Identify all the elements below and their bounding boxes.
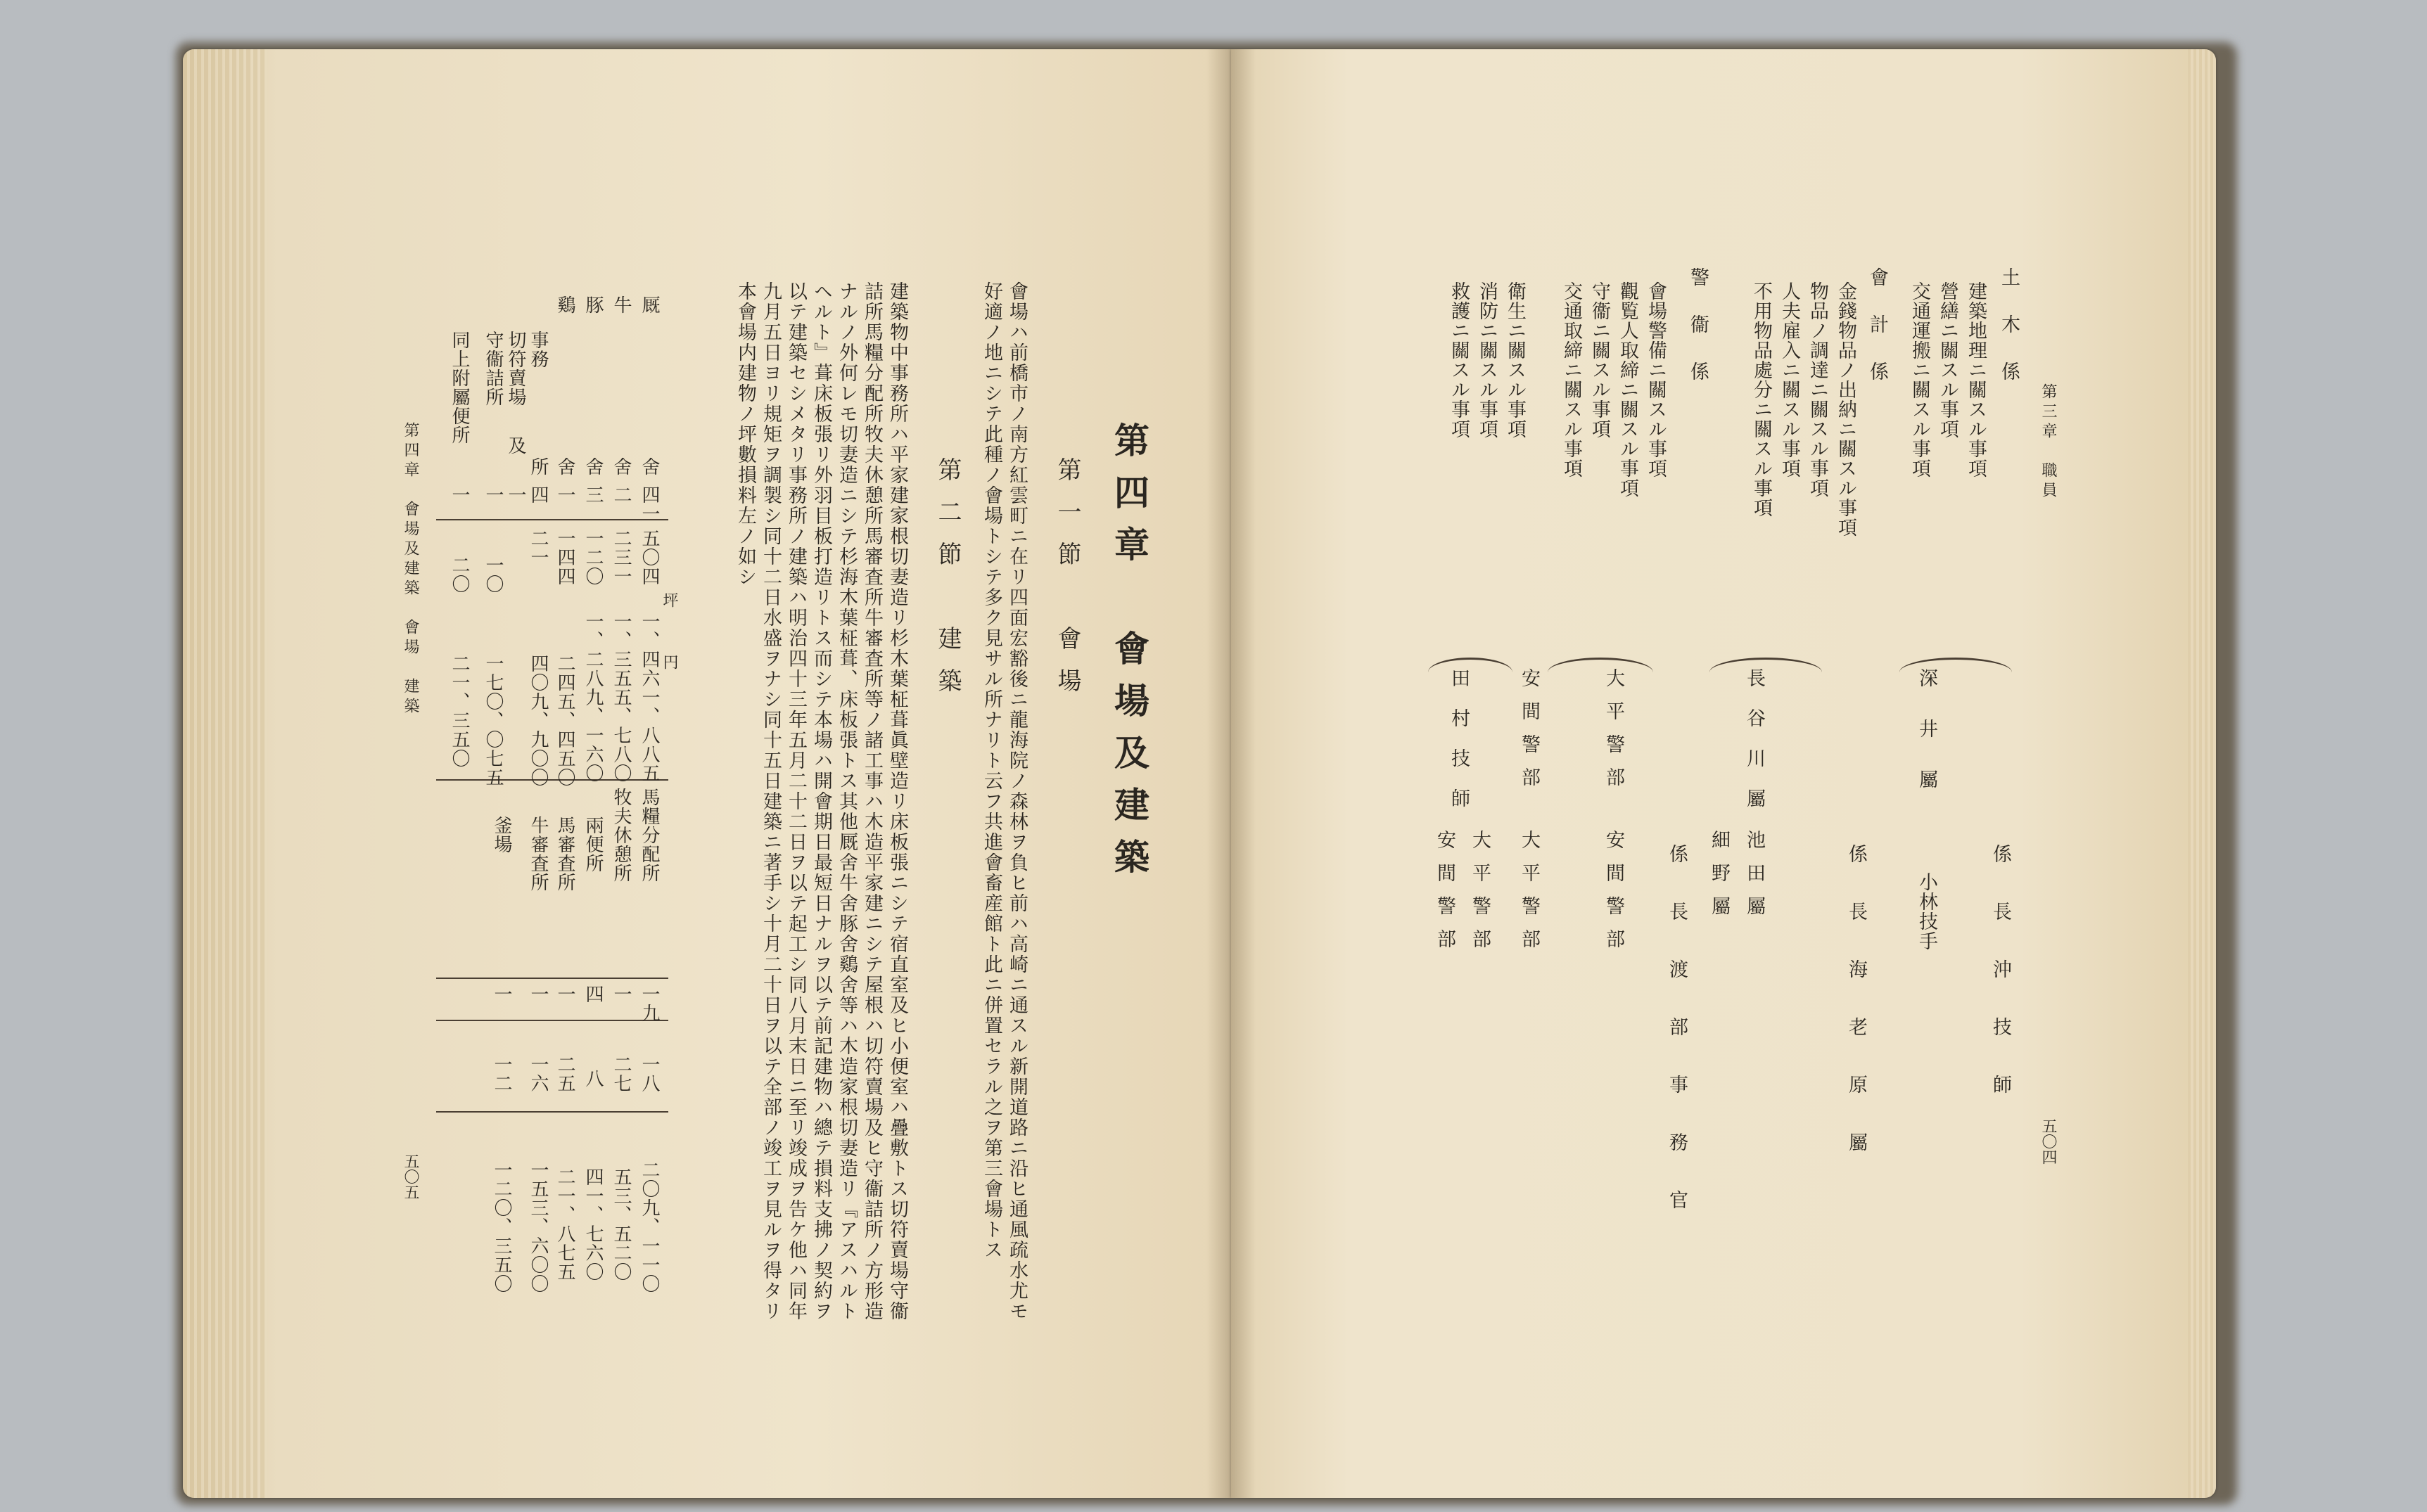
table-row-name: 豚 (582, 295, 604, 314)
table-cell-tsubo: 一 (554, 985, 575, 1004)
staff-member: 池田屬 (1743, 830, 1765, 929)
table-cell-cost: 二一、三五〇 (449, 654, 470, 768)
table-cell-tsubo: 四 (582, 985, 604, 1004)
section2-line: ヘルト』葺床板張リ外羽目板打造リトス而シテ本場ハ開會期日最短日ナルヲ以テ前記建物ハ總テ損料支拂ノ契約ヲ (810, 281, 832, 1321)
table-row-name: 厩 (639, 295, 660, 314)
table-cell-area: 一二 (491, 1055, 512, 1093)
table-cell-tsubo: 一 (611, 985, 632, 1004)
table-rule (436, 779, 668, 781)
table-cell-area: 五〇四 (639, 529, 660, 586)
duty-item: 交通取締ニ關スル事項 (1560, 281, 1582, 478)
unit-label: 円 (661, 654, 678, 669)
right-page (1231, 49, 2216, 1498)
table-cell-area: 一八 (639, 1055, 660, 1093)
duty-item: 守衞ニ關スル事項 (1588, 281, 1610, 439)
section1-line: 好適ノ地ニシテ此種ノ會場トシテ多ク見サル所ナリト云フ共進會畜産館ト此ニ併置セラル之ヲ第三會場トス (981, 281, 1002, 1260)
duty-item: 物品ノ調達ニ關スル事項 (1807, 281, 1828, 498)
section1-line: 會場ハ前橋市ノ南方紅雲町ニ在リ四面宏豁後ニ龍海院ノ森林ヲ負ヒ前ハ高崎ニ通スル新開道路ニ沿ヒ通風疏水尤モ (1006, 281, 1028, 1321)
table-cell-tsubo: 三 (582, 485, 604, 504)
section2-line: 以テ建築セシメタリ事務所ノ建築ハ明治四十三年五月二十二日ヲ以テ起工シ同八月末日ニ至リ竣成ヲ告ケ他ハ同年 (785, 281, 807, 1321)
section2-line: 九月五日ヨリ規矩ヲ調製シ同十二日水盛ヲナシ同十五日建築ニ著手シ十月二十日ヲ以テ全部ノ竣工ヲ見ルヲ得タリ (760, 281, 782, 1321)
table-row-name: 牧夫休憩所 (611, 788, 632, 883)
staff-member: 深井屬 (1916, 668, 1937, 820)
table-row-name: 釜場 (491, 816, 512, 854)
page-edges (2188, 49, 2216, 1498)
duty-item: 人夫雇入ニ關スル事項 (1778, 281, 1800, 478)
staff-member: 大平警部 (1603, 668, 1624, 800)
table-rule (436, 1020, 668, 1021)
table-rule (436, 978, 668, 979)
table-row-name: 鷄 (554, 295, 575, 314)
unit-label: 坪 (661, 592, 678, 608)
section2-line: 建築物中事務所ハ平家建家根切妻造リ杉木葉柾葺眞壁造リ床板張ニシテ宿直室及ヒ小便室ハ疊敷トス切符賣場守衞 (886, 281, 908, 1321)
table-cell-tsubo: 一 (449, 485, 470, 504)
table-cell-tsubo: 一 (483, 485, 504, 504)
table-cell-area: 一四四 (554, 529, 575, 586)
duty-item: 救護ニ關スル事項 (1448, 281, 1470, 439)
table-row-suffix: 舍 (582, 457, 604, 476)
table-cell-cost: 四一、七六〇 (582, 1167, 604, 1281)
table-row-name: 切符賣場 (505, 331, 526, 406)
table-row-suffix: 舍 (639, 457, 660, 476)
staff-member: 大平警部 (1518, 830, 1540, 962)
table-cell-cost: 一、二八九、一六〇 (582, 612, 604, 783)
page-number: 五〇五 (402, 1153, 419, 1200)
table-row-name: 守衞詰所 (483, 331, 504, 406)
section2-line: 詰所馬糧分配所牧夫休憩所馬審査所牛審査所等ノ諸工事ハ木造平家建ニシテ屋根ハ切符賣場及ヒ守衞詰所ノ方形造 (861, 281, 883, 1321)
duty-item: 觀覧人取締ニ關スル事項 (1617, 281, 1638, 498)
table-cell-cost: 一七〇、〇七五 (483, 654, 504, 787)
section2-line: ナルノ外何レモ切妻造ニシテ杉海木葉柾葺、床板張トス其他厩舍牛舍豚舍鷄舍等ハ木造家根切妻造リ『アスハルト (836, 281, 858, 1321)
table-cell-area: 一二〇 (582, 529, 604, 586)
book-gutter (1206, 49, 1256, 1498)
duty-item: 金錢物品ノ出納ニ關スル事項 (1835, 281, 1856, 537)
running-header: 第三章 職員 (2039, 383, 2057, 501)
table-cell-cost: 二〇九、一一〇 (639, 1160, 660, 1293)
table-cell-tsubo: 四 (528, 485, 549, 504)
table-row-name: 牛審査所 (528, 816, 549, 892)
table-cell-tsubo: 一 (554, 485, 575, 504)
staff-member: 小林技手 (1916, 872, 1937, 951)
table-cell-area: 八 (582, 1069, 604, 1088)
staff-member: 大平警部 (1469, 830, 1491, 962)
section2-line: 本會場内建物ノ坪數損料左ノ如シ (734, 281, 756, 587)
table-cell-cost: 五三、五二〇 (611, 1167, 632, 1281)
table-row-name: 牛 (611, 295, 632, 314)
section1-title: 第一節 會場 (1053, 457, 1081, 710)
table-cell-tsubo: 一九 (639, 985, 660, 1023)
staff-member: 田村技師 (1448, 668, 1470, 828)
table-row-suffix: 所 (528, 457, 549, 476)
table-row-name: 馬糧分配所 (639, 788, 660, 883)
section-title: 警衞係 (1687, 267, 1709, 409)
table-cell-cost: 二四五、四五〇 (554, 654, 575, 787)
running-header: 第四章 會場及建築 會場 建築 (402, 422, 419, 717)
duty-item: 消防ニ關スル事項 (1476, 281, 1498, 439)
table-rule (436, 1111, 668, 1113)
table-cell-cost: 一、三五五、七八〇 (611, 612, 632, 783)
table-cell-area: 一〇 (483, 556, 504, 594)
table-cell-tsubo: 四一 (639, 485, 660, 523)
section-chief: 係長渡部事務官 (1666, 844, 1688, 1248)
staff-member: 細野屬 (1708, 830, 1730, 929)
page-number: 五〇四 (2039, 1118, 2057, 1165)
table-cell-cost: 二一、八七五 (554, 1167, 575, 1281)
duty-item: 不用物品處分ニ關スル事項 (1750, 281, 1772, 518)
table-cell-tsubo: 一 (491, 985, 512, 1004)
table-cell-tsubo: 一 (528, 985, 549, 1004)
section-title: 會計係 (1866, 267, 1888, 409)
table-row-name: 同上附屬便所 (449, 331, 470, 444)
page-edges (183, 49, 267, 1498)
duty-item: 交通運搬ニ關スル事項 (1909, 281, 1930, 478)
table-cell-cost: 一五三、六〇〇 (528, 1160, 549, 1293)
staff-member: 安間警部 (1518, 668, 1540, 800)
staff-member: 安間警部 (1603, 830, 1624, 962)
table-cell-area: 二七 (611, 1055, 632, 1093)
duty-item: 會場警備ニ關スル事項 (1645, 281, 1667, 478)
staff-member: 安間警部 (1434, 830, 1455, 962)
section-chief: 係長沖技師 (1989, 844, 2011, 1132)
table-cell-area: 二三一 (611, 529, 632, 586)
section2-title: 第二節 建築 (934, 457, 962, 710)
duty-item: 建築地理ニ關スル事項 (1965, 281, 1987, 478)
table-cell-cost: 一、四六一、八八五 (639, 612, 660, 783)
table-cell-area: 二五 (554, 1055, 575, 1093)
staff-member: 長谷川屬 (1743, 668, 1765, 828)
left-page (183, 49, 1231, 1498)
table-cell-cost: 四〇九、九〇〇 (528, 654, 549, 787)
table-row-suffix: 舍 (611, 457, 632, 476)
table-cell-area: 二〇 (449, 556, 470, 594)
duty-item: 營繕ニ關スル事項 (1937, 281, 1958, 439)
chapter-title: 第四章 會場及建築 (1109, 422, 1150, 890)
table-cell-cost: 一二〇、三五〇 (491, 1160, 512, 1293)
table-row-name: 兩便所 (582, 816, 604, 873)
table-cell-area: 二一 (528, 529, 549, 567)
table-cell-tsubo: 一 (505, 485, 526, 504)
table-row-suffix: 及 (505, 436, 526, 455)
table-cell-tsubo: 二 (611, 485, 632, 504)
table-row-suffix: 舍 (554, 457, 575, 476)
table-rule (436, 519, 668, 520)
table-row-name: 事務 (528, 331, 549, 369)
duty-item: 衛生ニ關スル事項 (1504, 281, 1526, 439)
staff-member: 係長海老原屬 (1845, 844, 1867, 1190)
section-title: 土木係 (1998, 267, 2020, 409)
table-row-name: 馬審査所 (554, 816, 575, 892)
table-cell-area: 一六 (528, 1055, 549, 1093)
